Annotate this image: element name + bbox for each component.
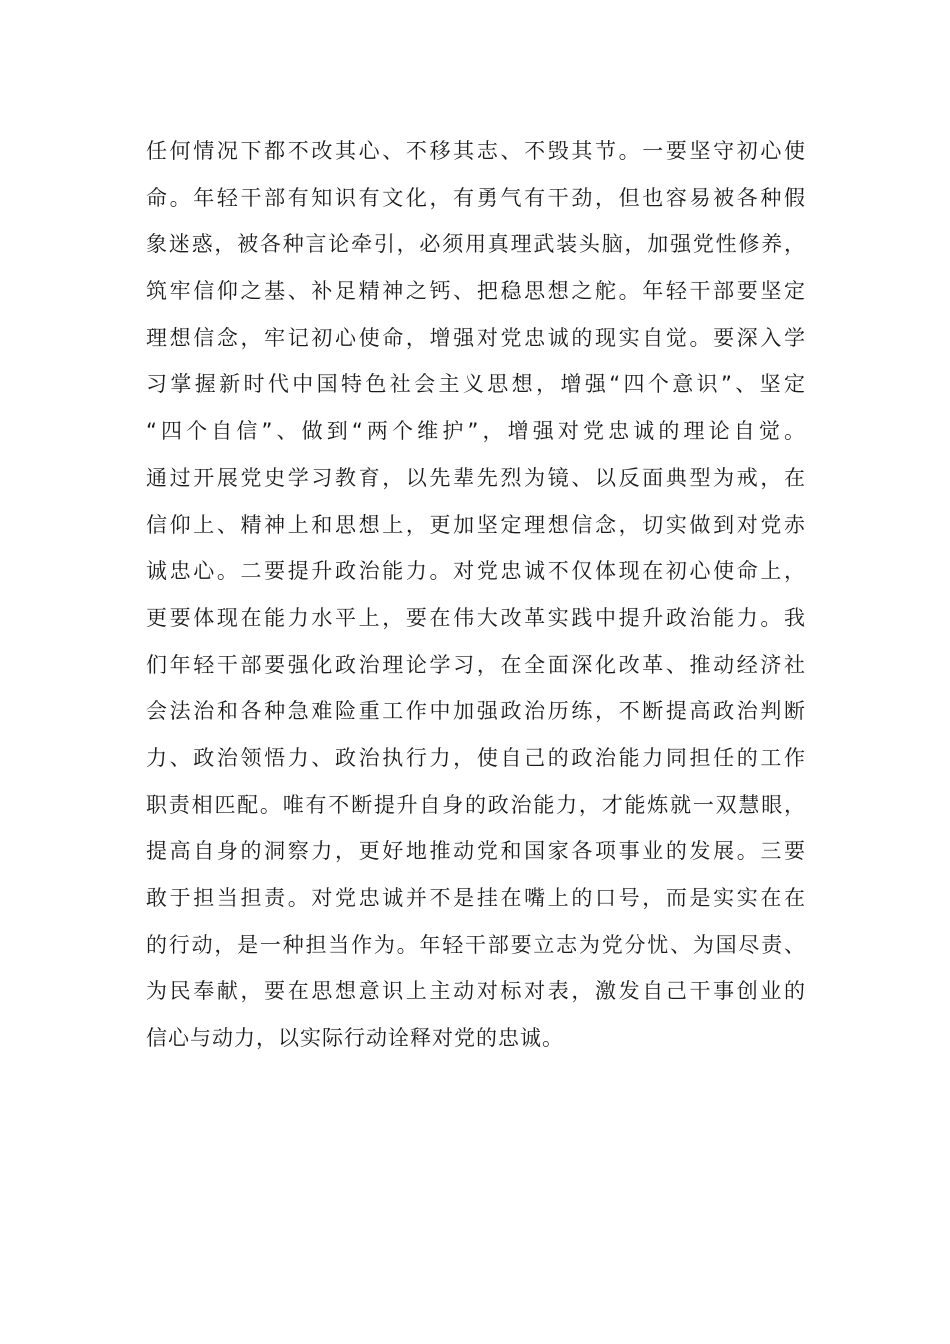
text-line: 为民奉献，要在思想意识上主动对标对表，激发自己干事创业的	[146, 979, 806, 1004]
body-text	[146, 128, 806, 1062]
text-line: 的行动，是一种担当作为。年轻干部要立志为党分忧、为国尽责、	[146, 932, 806, 957]
text-line: 信心与动力，以实际行动诠释对党的忠诚。	[146, 1026, 564, 1051]
text-line: 通过开展党史学习教育，以先辈先烈为镜、以反面典型为戒，在	[146, 465, 806, 490]
text-line: 命。年轻干部有知识有文化，有勇气有干劲，但也容易被各种假	[146, 185, 806, 210]
text-line: 更要体现在能力水平上，要在伟大改革实践中提升政治能力。我	[146, 605, 806, 630]
text-line: 信仰上、精神上和思想上，更加坚定理想信念，切实做到对党赤	[146, 512, 806, 537]
text-line: 理想信念，牢记初心使命，增强对党忠诚的现实自觉。要深入学	[146, 325, 806, 350]
text-line: 们年轻干部要强化政治理论学习，在全面深化改革、推动经济社	[146, 652, 806, 677]
text-line: 职责相匹配。唯有不断提升自身的政治能力，才能炼就一双慧眼，	[146, 792, 806, 817]
text-line: 敢于担当担责。对党忠诚并不是挂在嘴上的口号，而是实实在在	[146, 886, 806, 910]
text-line: 象迷惑，被各种言论牵引，必须用真理武装头脑，加强党性修养，	[146, 232, 806, 257]
text-line: 提高自身的洞察力，更好地推动党和国家各项事业的发展。三要	[146, 839, 806, 864]
text-line: 诚忠心。二要提升政治能力。对党忠诚不仅体现在初心使命上，	[146, 559, 806, 584]
text-line: 筑牢信仰之基、补足精神之钙、把稳思想之舵。年轻干部要坚定	[146, 279, 806, 304]
text-line: 习掌握新时代中国特色社会主义思想，增强“四个意识”、坚定	[146, 372, 806, 397]
text-line: “四个自信”、做到“两个维护”，增强对党忠诚的理论自觉。	[146, 419, 806, 444]
text-line: 会法治和各种急难险重工作中加强政治历练，不断提高政治判断	[146, 699, 806, 724]
text-line: 力、政治领悟力、政治执行力，使自己的政治能力同担任的工作	[146, 745, 806, 770]
text-line: 任何情况下都不改其心、不移其志、不毁其节。一要坚守初心使	[146, 139, 806, 163]
